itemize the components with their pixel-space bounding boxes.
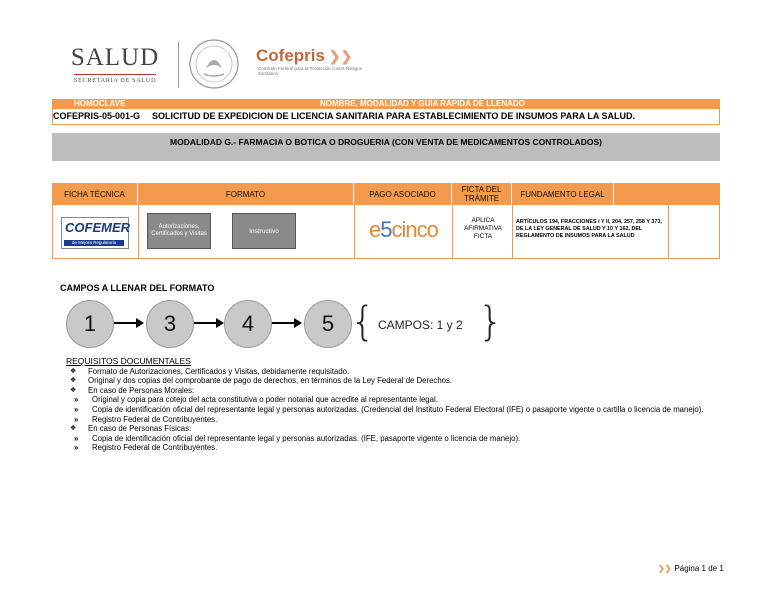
campos-text: CAMPOS: 1 y 2: [378, 318, 463, 332]
requisito-item: ❖ En caso de Personas Morales:: [66, 386, 726, 396]
requisito-item: ❖ Formato de Autorizaciones, Certificados y Visitas, debidamente requisitado.: [66, 367, 726, 377]
cell-ficta: [453, 205, 513, 258]
requisitos-section: [66, 357, 726, 453]
info-grid-header: [52, 183, 720, 205]
tramite-name: SOLICITUD DE EXPEDICION DE LICENCIA SANITARIA PARA ESTABLECIMIENTO DE INSUMOS PARA LA SALUD.: [152, 111, 636, 121]
e5cinco-logo-link[interactable]: [369, 217, 438, 243]
cell-formato: [139, 205, 355, 258]
salud-logo: [70, 44, 160, 84]
requisito-subitem: » Copia de identificación oficial del representante legal y personas autorizadas. (Credencial del Instituto Federal Electoral (IFE) o pasaporte vigente o cartilla o licencia de manejo).: [70, 405, 726, 415]
requisito-subitem: » Registro Federal de Contribuyentes.: [70, 415, 726, 425]
cofemer-logo-subtitle: de Mejora Regulatoria: [64, 240, 124, 246]
salud-logo-text: SALUD: [70, 44, 160, 71]
header-ficha-tecnica: FICHA TÉCNICA: [52, 183, 138, 205]
step-circle-5: 5: [304, 300, 352, 348]
header-ficta: FICTA DEL TRÁMITE: [452, 183, 512, 205]
nombre-header: NOMBRE, MODALIDAD Y GUIA RAPIDA DE LLENADO: [320, 99, 525, 108]
cofepris-logo-subtitle: Comisión Federal para la Protección contra Riesgos Sanitarios: [258, 66, 363, 76]
arrow-icon: [194, 322, 218, 324]
step-circle-1: 1: [66, 300, 114, 348]
step-circle-3: 3: [146, 300, 194, 348]
cell-pago-asociado: [355, 205, 453, 258]
header-formato: FORMATO: [138, 183, 354, 205]
cofepris-arrow-icon: ❯❯: [658, 564, 672, 573]
requisitos-title: REQUISITOS DOCUMENTALES: [66, 356, 191, 366]
cofepris-logo-text: Cofepris: [256, 46, 325, 65]
page-footer: [658, 564, 724, 573]
salud-logo-subtitle: SECRETARÍA DE SALUD: [73, 77, 157, 84]
campos-title: CAMPOS A LLENAR DEL FORMATO: [60, 283, 215, 293]
page-number: Página 1 de 1: [674, 564, 724, 573]
cell-ficha-tecnica: [53, 205, 139, 258]
tramite-title-row: [52, 109, 720, 125]
e5cinco-5: 5: [380, 217, 392, 242]
homoclave-header: HOMOCLAVE: [74, 99, 126, 108]
formato-button[interactable]: Autorizaciones, Certificados y Visitas: [147, 213, 211, 249]
cofepris-logo: Cofepris ❯❯ Comisión Federal para la Protección contra Riesgos Sanitarios: [256, 46, 366, 76]
logo-divider: [178, 42, 179, 88]
right-brace-icon: }: [478, 299, 504, 345]
header-fundamento-legal: FUNDAMENTO LEGAL: [512, 183, 614, 205]
e5cinco-cinco: cinco: [391, 217, 438, 242]
modalidad-row: MODALIDAD G.- FARMACIA O BOTICA O DROGUERIA (CON VENTA DE MEDICAMENTOS CONTROLADOS): [52, 133, 720, 161]
e5cinco-e: e: [369, 217, 381, 242]
left-brace-icon: {: [350, 299, 376, 345]
requisito-item: ❖ Original y dos copias del comprobante de pago de derechos, en términos de la Ley Federal de Derechos.: [66, 376, 726, 386]
homoclave-value: COFEPRIS-05-001-G: [53, 111, 141, 121]
requisito-subitem: » Registro Federal de Contribuyentes.: [70, 443, 726, 453]
tramite-header-bar: [52, 99, 720, 109]
arrow-icon: [114, 322, 138, 324]
header-pago-asociado: PAGO ASOCIADO: [354, 183, 452, 205]
cell-fundamento-legal: [513, 205, 669, 258]
step-circle-4: 4: [224, 300, 272, 348]
cofemer-logo-link[interactable]: [61, 217, 129, 249]
info-grid-body: [52, 205, 720, 259]
cofemer-logo-text: COFEMER: [65, 220, 130, 235]
mexico-seal-icon: [188, 38, 240, 90]
ficta-value: APLICA AFIRMATIVA FICTA: [463, 217, 503, 240]
arrow-icon: [272, 322, 296, 324]
instructivo-button[interactable]: Instructivo: [232, 213, 296, 249]
requisito-subitem: » Original y copia para cotejo del acta constitutiva o poder notarial que acredite al representante legal.: [70, 395, 726, 405]
requisito-subitem: » Copia de identificación oficial del representante legal y personas autorizadas. (IFE, pasaporte vigente o licencia de manejo).: [70, 434, 726, 444]
fundamento-value: ARTÍCULOS 194, FRACCIONES I Y II, 204, 257, 258 Y 373, DE LA LEY GENERAL DE SALUD Y 10 Y 162, DEL REGLAMENTO DE INSUMOS PARA LA SALUD: [516, 219, 662, 239]
requisito-item: ❖ En caso de Personas Físicas:: [66, 424, 726, 434]
